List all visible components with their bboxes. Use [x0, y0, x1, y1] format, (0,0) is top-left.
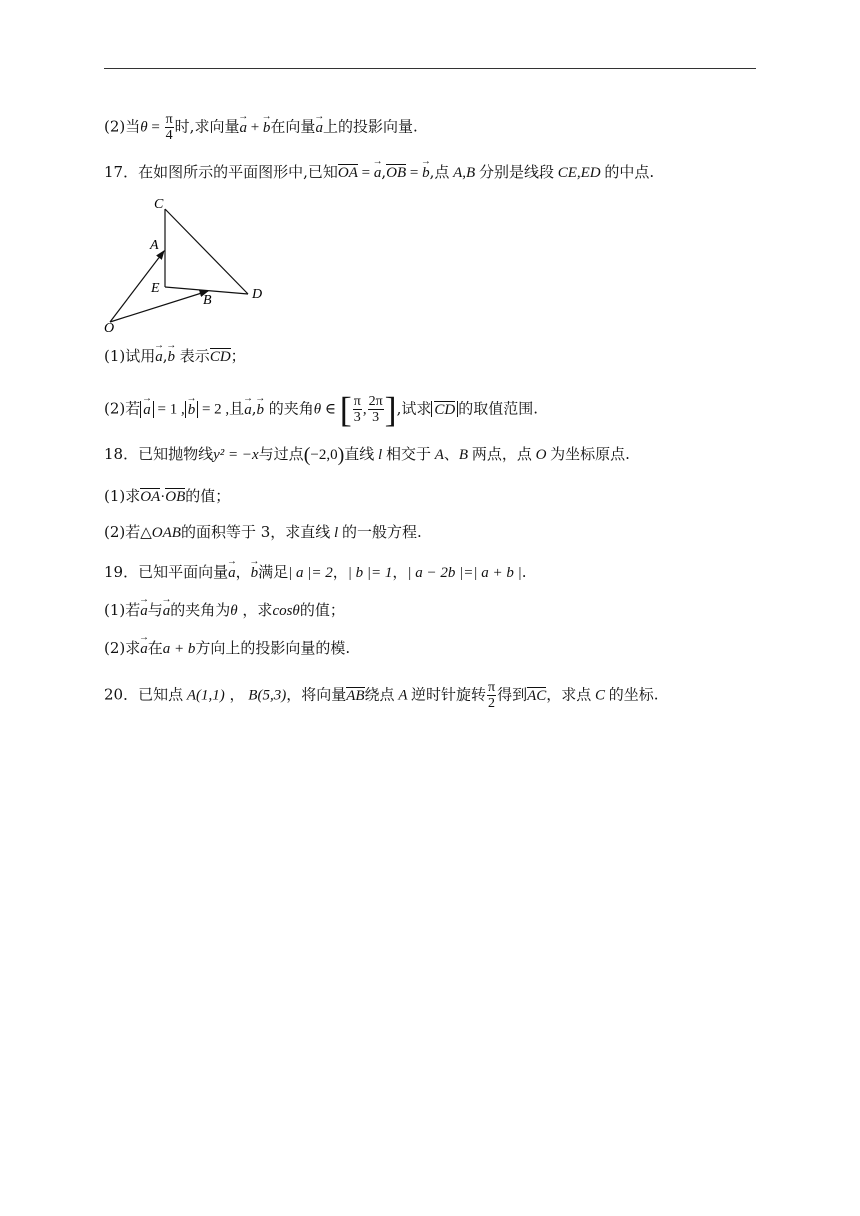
condition-3: | a − 2b |=| a + b | [407, 565, 522, 581]
text: . [521, 563, 527, 581]
equals: = [406, 165, 423, 181]
text: ，求 [237, 601, 273, 619]
frac-num: π [165, 112, 173, 127]
label-O: O [104, 321, 115, 334]
text: ,试求 [396, 399, 432, 418]
dot: · [160, 489, 166, 505]
vector-AB: AB [346, 687, 365, 704]
text: 分别是线段 [478, 163, 554, 181]
separator: ， [235, 563, 251, 581]
vector-a: → a [140, 639, 148, 659]
cos-theta: cosθ [272, 603, 300, 619]
vector-b: → b [168, 347, 176, 367]
frac-num: 2π [368, 394, 383, 409]
equals-2: = 2 ,且 [198, 401, 245, 418]
line-l: l [374, 447, 386, 463]
vector-OB: OB [165, 489, 186, 505]
line-l: l [330, 525, 342, 541]
fraction-2pi-3 [368, 394, 384, 425]
comma: , [162, 347, 168, 365]
label-C: C [154, 197, 164, 212]
text: 的夹角 [263, 399, 314, 418]
point-A: A(1,1) [183, 687, 225, 704]
text: 的一般方程. [341, 523, 422, 541]
text: 的面积等于 3，求直线 [180, 523, 331, 541]
text: 的值； [185, 487, 231, 505]
text: 逆时针旋转 [410, 685, 486, 704]
frac-den: 3 [353, 410, 361, 425]
part-label: (1)若 [104, 601, 141, 619]
vector-b: → b [422, 163, 430, 183]
separator: ， [332, 563, 348, 581]
segment-CD [165, 209, 248, 294]
condition-2: | b |= 1 [347, 565, 393, 581]
separator: ， [392, 563, 408, 581]
part-label: (2)求 [104, 639, 141, 657]
text: 的取值范围. [458, 399, 539, 418]
point-coords: −2,0 [310, 447, 338, 463]
q17-figure [100, 194, 275, 334]
text: 与 [147, 601, 163, 619]
text: 的中点. [604, 163, 655, 181]
text: 得到 [497, 685, 528, 704]
comma: , [251, 399, 257, 418]
q19-stem [104, 562, 527, 583]
text: ，将向量 [286, 685, 347, 704]
text: 与过点 [258, 445, 304, 463]
fraction-pi-4 [165, 112, 174, 143]
text: 的坐标. [608, 685, 659, 704]
vector-b: → b [263, 118, 271, 138]
text: 在 [147, 639, 163, 657]
label-E: E [151, 281, 160, 296]
text: 时,求向量 [174, 117, 240, 136]
part-label: (2)当 [104, 117, 141, 136]
vector-a-plus-b: a + b [162, 641, 196, 657]
q18-part1 [104, 486, 230, 507]
part-label: (1)试用 [104, 347, 156, 365]
frac-num: π [353, 394, 361, 409]
triangle-OAB: △OAB [140, 525, 181, 541]
frac-den: 3 [372, 410, 380, 425]
question-number: 19． [104, 563, 139, 581]
part-label: (2)若 [104, 399, 141, 418]
vector-b: → b [188, 402, 196, 418]
text: 为坐标原点. [550, 445, 630, 463]
vector-a: → a [315, 118, 323, 138]
point-O: O [531, 447, 551, 463]
text: 方向上的投影向量的模. [195, 639, 351, 657]
q16-part2 [104, 112, 418, 143]
label-D: D [252, 287, 263, 302]
text: 的值； [299, 601, 345, 619]
text: 已知点 [138, 685, 184, 704]
theta-symbol: θ [313, 401, 322, 418]
text: 相交于 [385, 445, 431, 463]
points-AB: A,B [449, 165, 479, 181]
condition-1: | a |= 2 [288, 565, 333, 581]
q17-part1 [104, 346, 246, 367]
vector-a: → a [244, 400, 252, 420]
segments-CE-ED: CE,ED [553, 165, 605, 181]
q18-part2 [104, 522, 422, 543]
vector-a: → a [155, 347, 163, 367]
theta-symbol: θ [230, 603, 238, 619]
vector-b: → b [251, 563, 259, 583]
frac-num: π [487, 680, 496, 695]
label-B: B [203, 293, 212, 308]
vector-OA: OA [337, 165, 358, 181]
text: 上的投影向量. [322, 117, 418, 136]
vector-a: → a [163, 601, 171, 621]
text: 两点，点 [471, 445, 532, 463]
q17-part2: (2)若→ a = 1 ,→ b = 2 ,且→ a,→ b 的夹角θ ∈ [ $\frac{\pi}{3}$ , $\frac{2\pi}{3}$ ],试求 CD 的取值范围. [104, 394, 538, 425]
vector-OB: OB [386, 165, 407, 181]
vector-b: → b [256, 400, 264, 420]
frac-den: 2 [488, 696, 496, 711]
question-number: 17． [104, 163, 139, 181]
q19-part2 [104, 638, 350, 659]
equals-1: = 1 , [153, 401, 185, 418]
q19-part1 [104, 600, 345, 621]
theta-symbol: θ [140, 119, 148, 136]
point-A: A [394, 687, 411, 704]
part-label: (1)求 [104, 487, 141, 505]
question-number: 18． [104, 445, 139, 463]
text: ； [230, 347, 246, 365]
text: 表示 [175, 347, 210, 365]
text: 绕点 [364, 685, 395, 704]
text: 的夹角为 [170, 601, 231, 619]
q18-stem: 18．已知抛物线y² = −x与过点(−2,0)直线 l 相交于 A、B 两点，点 O 为坐标原点. [104, 444, 630, 466]
equals: = [357, 165, 374, 181]
q20-stem [104, 680, 659, 711]
parabola-equation: y² = −x [213, 447, 259, 463]
vector-a: → a [239, 118, 247, 138]
vector-a: → a [374, 163, 382, 183]
element-of: ∈ [321, 401, 340, 418]
vector-CD: CD [434, 401, 456, 418]
point-B: B(5,3) [244, 687, 287, 704]
point-B: B [458, 447, 472, 463]
vector-OA: OA [140, 489, 161, 505]
fraction-pi-3 [353, 394, 362, 425]
vector-a: → a [140, 601, 148, 621]
separator: ， [224, 685, 245, 704]
text: ,点 [429, 163, 450, 181]
text: 已知平面向量 [138, 563, 229, 581]
comma: , [381, 163, 387, 181]
vector-AC: AC [527, 687, 547, 704]
text: 在如图所示的平面图形中,已知 [138, 163, 338, 181]
question-number: 20． [104, 685, 139, 704]
text: 已知抛物线 [138, 445, 214, 463]
point-C: C [591, 687, 609, 704]
frac-den: 4 [165, 128, 173, 143]
text: 在向量 [270, 117, 316, 136]
header-rule [104, 68, 756, 69]
fraction-pi-2 [487, 680, 496, 711]
point-A: A [430, 447, 444, 463]
text: 直线 [344, 445, 375, 463]
text: 、 [443, 445, 459, 463]
plus: + [246, 119, 263, 136]
text: 满足 [258, 563, 289, 581]
text: ，求点 [546, 685, 592, 704]
label-A: A [150, 238, 159, 253]
equals: = [147, 119, 164, 136]
q17-stem [104, 162, 654, 183]
vector-a: → a [228, 563, 236, 583]
vector-a: → a [143, 402, 151, 418]
vector-CD: CD [209, 349, 231, 365]
part-label: (2)若 [104, 523, 141, 541]
